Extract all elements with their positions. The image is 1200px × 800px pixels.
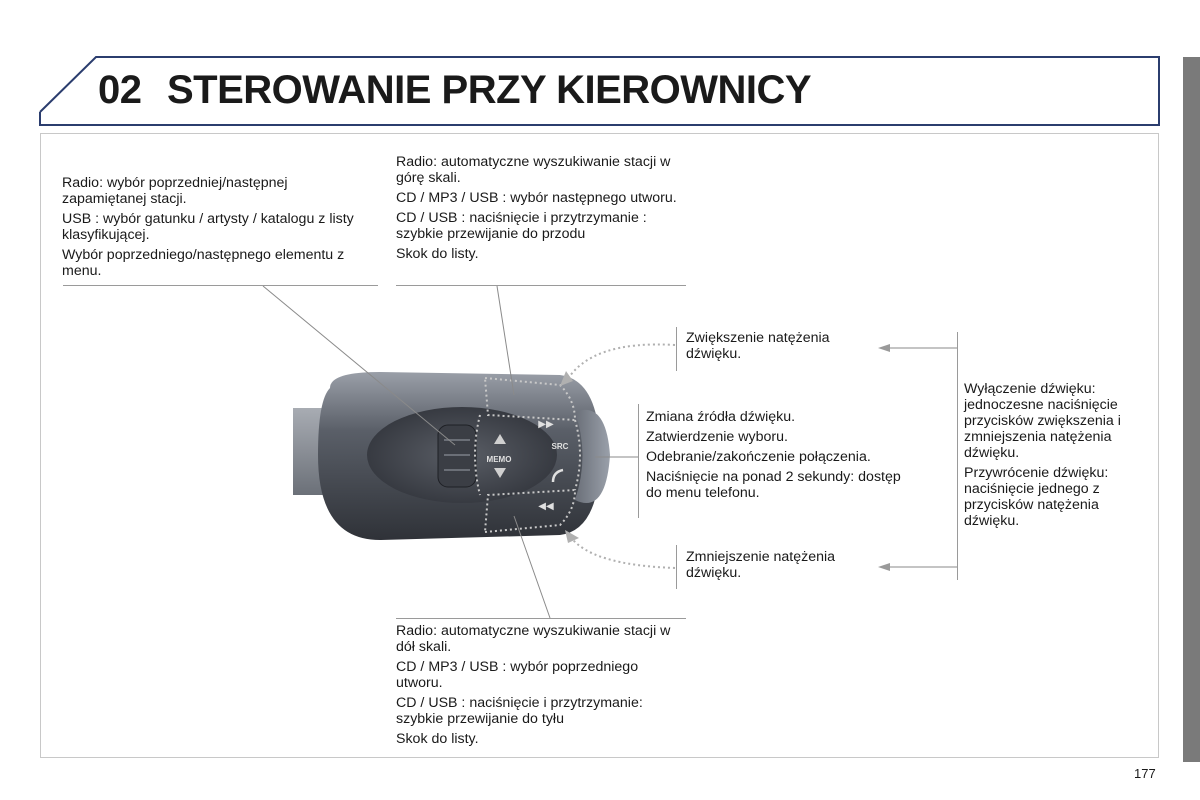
callout-volume-down xyxy=(686,549,866,585)
callout-text: Skok do listy. xyxy=(396,731,479,747)
callout-text: Odebranie/zakończenie połączenia. xyxy=(646,449,871,465)
callout-text: Przywrócenie dźwięku: naciśnięcie jednego z przycisków natężenia dźwięku. xyxy=(964,465,1109,529)
top-left-rule xyxy=(63,285,378,286)
bottom-center-rule xyxy=(396,618,686,619)
callout-text: Radio: wybór poprzedniej/następnej zapamiętanej stacji. xyxy=(62,175,288,207)
volume-up-rule xyxy=(676,327,677,371)
callout-text: Zmiana źródła dźwięku. xyxy=(646,409,796,425)
callout-text: Skok do listy. xyxy=(396,246,479,262)
callout-text: CD / MP3 / USB : wybór poprzedniego utworu. xyxy=(396,659,639,691)
callout-text: Naciśnięcie na ponad 2 sekundy: dostęp do menu telefonu. xyxy=(646,469,901,501)
callout-text: Zatwierdzenie wyboru. xyxy=(646,429,788,445)
mute-rule xyxy=(957,332,958,580)
callout-text: USB : wybór gatunku / artysty / katalogu z listy klasyfikującej. xyxy=(62,211,354,243)
callout-bottom-center xyxy=(396,623,686,751)
chapter-number: 02 xyxy=(98,68,142,112)
callout-source xyxy=(646,409,911,505)
callout-top-left xyxy=(62,175,372,283)
callout-text: CD / MP3 / USB : wybór następnego utworu. xyxy=(396,190,677,206)
callout-text: Wyłączenie dźwięku: jednoczesne naciśnięcie przycisków zwiększenia i zmniejszenia natężenia dźwięku. xyxy=(964,381,1121,461)
callout-volume-up xyxy=(686,330,861,366)
top-center-rule xyxy=(396,285,686,286)
src-label: SRC xyxy=(551,442,569,451)
callout-text: Radio: automatyczne wyszukiwanie stacji w dół skali. xyxy=(396,623,671,655)
callout-text: Wybór poprzedniego/następnego elementu z menu. xyxy=(62,247,345,279)
memo-label: MEMO xyxy=(486,455,512,464)
callout-text: Zwiększenie natężenia dźwięku. xyxy=(686,330,830,362)
callout-top-center xyxy=(396,154,686,266)
callout-text: Radio: automatyczne wyszukiwanie stacji w górę skali. xyxy=(396,154,671,186)
callout-text: Zmniejszenie natężenia dźwięku. xyxy=(686,549,836,581)
page-number: 177 xyxy=(1134,766,1156,781)
next-track-icon: ▶▶ xyxy=(538,419,554,430)
prev-track-icon: ◀◀ xyxy=(538,501,554,512)
callout-text: CD / USB : naciśnięcie i przytrzymanie: szybkie przewijanie do tyłu xyxy=(396,695,643,727)
page-title: STEROWANIE PRZY KIEROWNICY xyxy=(167,68,812,112)
callout-mute xyxy=(964,381,1149,533)
callout-text: CD / USB : naciśnięcie i przytrzymanie : szybkie przewijanie do przodu xyxy=(396,210,647,242)
volume-down-rule xyxy=(676,545,677,589)
source-rule xyxy=(638,404,639,518)
